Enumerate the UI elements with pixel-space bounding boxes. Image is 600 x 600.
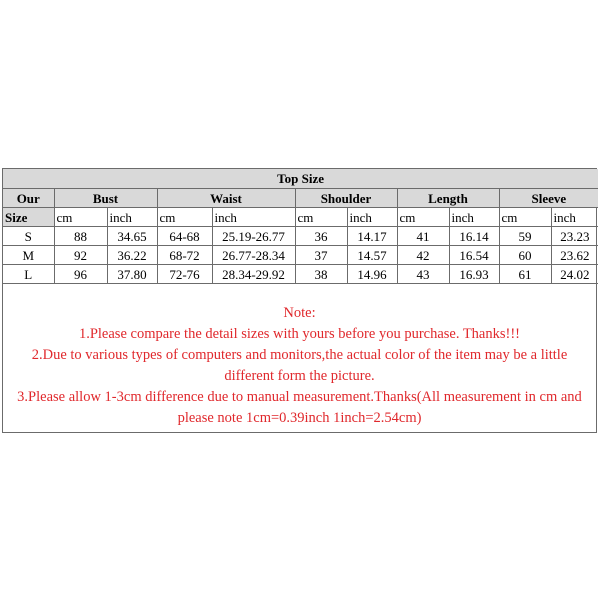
notes-block [3,303,596,429]
table-cell: 14.57 [347,246,397,265]
note-line-3a: 3.Please allow 1-3cm difference due to manual measurement.Thanks(All measurement in cm and [17,389,582,405]
note-line-2a: 2.Due to various types of computers and monitors,the actual color of the item may be a little [31,347,568,363]
table-cell: 24.02 [551,265,598,284]
unit-cell: inch [347,208,397,227]
group-shoulder: Shoulder [295,189,397,208]
table-cell: 38 [295,265,347,284]
table-cell: 14.96 [347,265,397,284]
table-cell: 23.23 [551,227,598,246]
table-cell: 23.62 [551,246,598,265]
group-waist: Waist [157,189,295,208]
table-cell: 68-72 [157,246,212,265]
table-cell: 64-68 [157,227,212,246]
group-bust: Bust [54,189,157,208]
note-line-3b: please note 1cm=0.39inch 1inch=2.54cm) [177,410,422,426]
table-cell: 28.34-29.92 [212,265,295,284]
table-cell: 42 [397,246,449,265]
title-row [3,169,598,189]
size-label: M [3,246,54,265]
table-cell: 59 [499,227,551,246]
group-sleeve: Sleeve [499,189,598,208]
table-cell: 16.54 [449,246,499,265]
size-header-top: Our [3,189,54,208]
table-cell: 60 [499,246,551,265]
unit-cell: inch [107,208,157,227]
size-header-bottom: Size [3,208,54,227]
note-line-1: 1.Please compare the detail sizes with yours before you purchase. Thanks!!! [78,326,521,342]
table-cell: 14.17 [347,227,397,246]
unit-cell: cm [54,208,107,227]
group-header-row [3,189,598,208]
table-cell: 72-76 [157,265,212,284]
unit-header-row [3,208,598,227]
table-cell: 34.65 [107,227,157,246]
table-cell: 43 [397,265,449,284]
note-heading: Note: [283,305,316,321]
unit-cell: cm [157,208,212,227]
unit-cell: inch [551,208,598,227]
table-cell: 36.22 [107,246,157,265]
unit-cell: cm [397,208,449,227]
table-title: Top Size [3,169,598,189]
table-cell: 37.80 [107,265,157,284]
table-cell: 25.19-26.77 [212,227,295,246]
table-cell: 36 [295,227,347,246]
note-line-2b: different form the picture. [224,368,375,384]
table-cell: 88 [54,227,107,246]
unit-cell: inch [212,208,295,227]
table-cell: 92 [54,246,107,265]
table-cell: 37 [295,246,347,265]
table-cell: 41 [397,227,449,246]
unit-cell: cm [295,208,347,227]
group-length: Length [397,189,499,208]
unit-cell: cm [499,208,551,227]
size-label: S [3,227,54,246]
size-table [3,169,598,284]
table-row [3,265,598,284]
size-chart [2,168,597,433]
table-cell: 96 [54,265,107,284]
table-row [3,227,598,246]
table-cell: 61 [499,265,551,284]
size-label: L [3,265,54,284]
unit-cell: inch [449,208,499,227]
table-row [3,246,598,265]
table-cell: 16.93 [449,265,499,284]
table-cell: 26.77-28.34 [212,246,295,265]
table-cell: 16.14 [449,227,499,246]
